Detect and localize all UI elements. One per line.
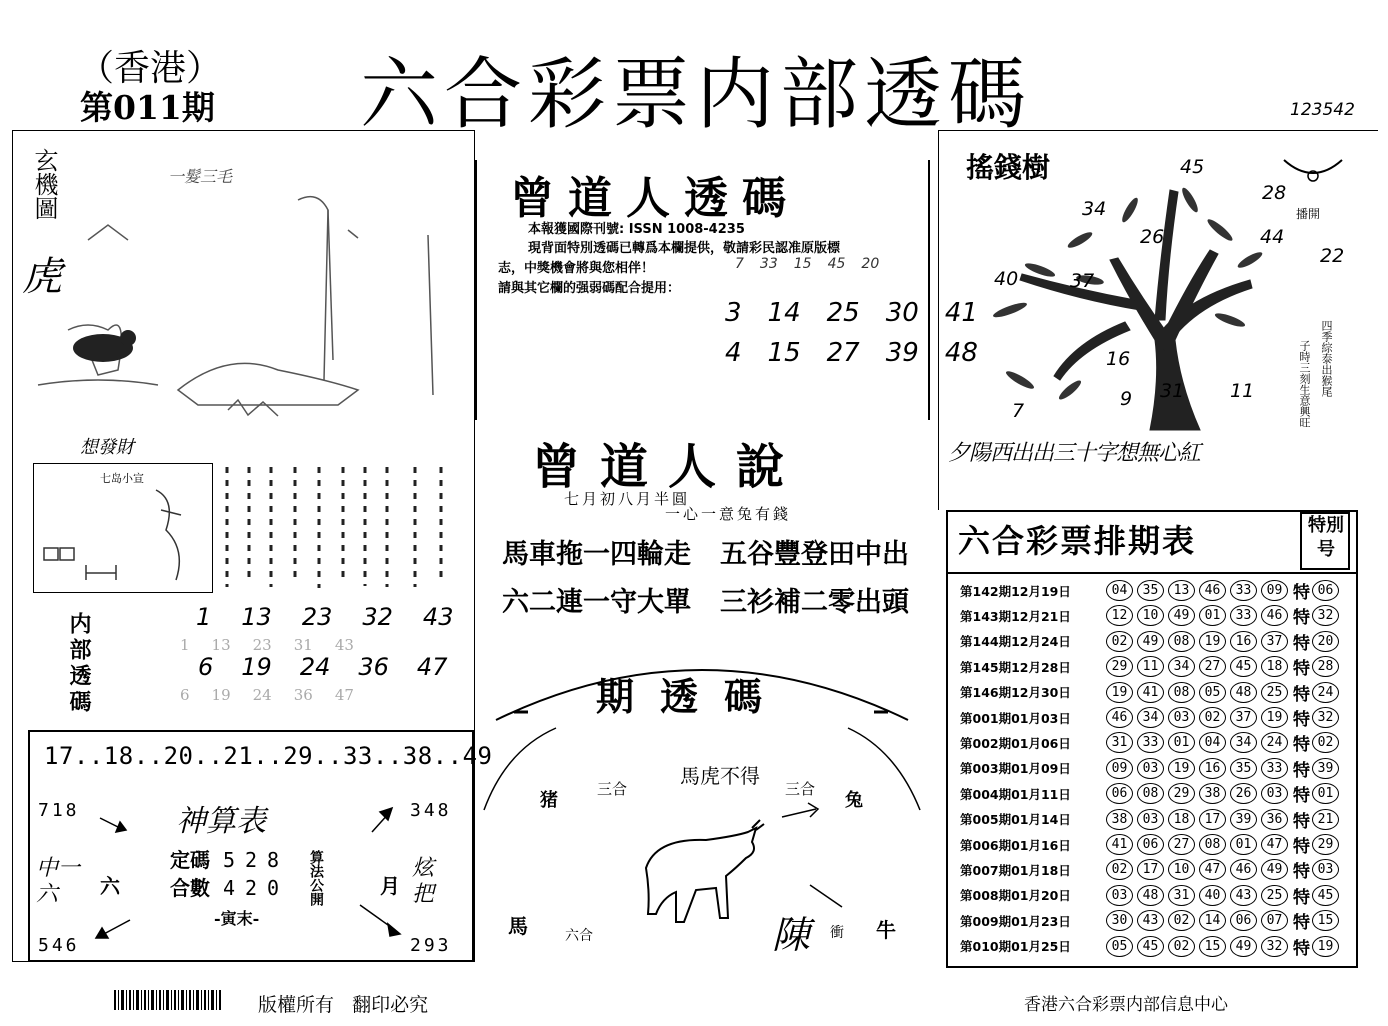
special-marker: 特 xyxy=(1293,684,1310,705)
special-marker: 特 xyxy=(1293,887,1310,908)
schedule-row-label: 第145期12月28日 xyxy=(960,659,1071,675)
label-horse: 馬 xyxy=(508,914,528,938)
schedule-number: 43 xyxy=(1230,885,1257,906)
poem-1a: 馬車拖一四輪走 xyxy=(502,539,691,570)
schedule-number: 37 xyxy=(1261,631,1288,652)
period-arrows xyxy=(780,795,860,915)
schedule-number: 09 xyxy=(1261,580,1288,601)
schedule-number: 33 xyxy=(1230,605,1257,626)
schedule-number: 08 xyxy=(1199,834,1226,855)
copyright: 版權所有 翻印必究 xyxy=(258,994,429,1016)
schedule-number: 12 xyxy=(1106,605,1133,626)
small-picture-label: 七岛小宣 xyxy=(100,472,144,485)
schedule-number: 04 xyxy=(1106,580,1133,601)
shensuan-method: 算法公開 xyxy=(308,850,324,906)
shensuan-year: -寅末- xyxy=(214,909,260,928)
schedule-special-number: 45 xyxy=(1312,885,1339,906)
schedule-number: 16 xyxy=(1199,758,1226,779)
schedule-special-number: 20 xyxy=(1312,631,1339,652)
schedule-special-number: 01 xyxy=(1312,783,1339,804)
label-liuhe: 六合 xyxy=(565,928,593,944)
corner-number: 123542 xyxy=(1290,100,1355,120)
schedule-number: 32 xyxy=(1261,936,1288,957)
tree-side-text-1: 四季綜泰出猴尾 xyxy=(1320,320,1333,397)
schedule-row-label: 第010期01月25日 xyxy=(960,939,1071,955)
label-sanhe-right: 三合 xyxy=(785,780,816,798)
shensuan-heshu: 合數 420 xyxy=(170,876,290,900)
label-chen: 陳 xyxy=(772,913,811,957)
say-title: 曾道人說 xyxy=(532,439,805,495)
schedule-title: 六合彩票排期表 xyxy=(958,522,1197,560)
schedule-number: 27 xyxy=(1199,656,1226,677)
schedule-number: 26 xyxy=(1230,783,1257,804)
schedule-number: 34 xyxy=(1168,656,1195,677)
schedule-number: 40 xyxy=(1199,885,1226,906)
barcode-icon xyxy=(114,990,224,1010)
schedule-number: 35 xyxy=(1137,580,1164,601)
schedule-number: 38 xyxy=(1199,783,1226,804)
middle-divider xyxy=(475,160,477,420)
special-marker: 特 xyxy=(1293,608,1310,629)
schedule-row xyxy=(960,680,1343,705)
special-marker: 特 xyxy=(1293,913,1310,934)
say-sub-1: 七月初八月半圓 xyxy=(564,490,691,508)
tree-title: 搖錢樹 xyxy=(966,151,1051,184)
poem-2a: 六二連一守大單 xyxy=(502,587,691,618)
schedule-number: 02 xyxy=(1106,631,1133,652)
schedule-number: 49 xyxy=(1261,859,1288,880)
schedule-row-label: 第004期01月11日 xyxy=(960,786,1071,802)
schedule-number: 47 xyxy=(1199,859,1226,880)
special-marker: 特 xyxy=(1293,710,1310,730)
schedule-number: 03 xyxy=(1137,758,1164,779)
schedule-number: 38 xyxy=(1106,809,1133,830)
schedule-special-number: 28 xyxy=(1312,656,1339,677)
schedule-row xyxy=(960,629,1343,654)
internal-row-2: 6 19 24 36 47 xyxy=(198,653,448,681)
schedule-number: 15 xyxy=(1199,936,1226,957)
schedule-number: 03 xyxy=(1137,809,1164,830)
special-label: 特別号 xyxy=(1308,515,1344,560)
special-marker: 特 xyxy=(1293,786,1310,807)
schedule-number: 17 xyxy=(1137,859,1164,880)
schedule-number: 30 xyxy=(1106,910,1133,931)
schedule-number: 10 xyxy=(1137,605,1164,626)
schedule-special-number: 39 xyxy=(1312,758,1339,779)
schedule-number: 25 xyxy=(1261,885,1288,906)
code-row-2: 4 15 27 39 48 xyxy=(725,338,978,368)
schedule-number: 01 xyxy=(1230,834,1257,855)
special-marker: 特 xyxy=(1293,811,1310,832)
schedule-number: 09 xyxy=(1106,758,1133,779)
schedule-special-number: 06 xyxy=(1312,580,1339,601)
tree-numbers: 45 28 34 26 44 22 40 37 16 9 31 11 7 xyxy=(994,156,1345,422)
tree-side-text-2: 子時三刻生意興旺 xyxy=(1298,340,1311,428)
schedule-number: 33 xyxy=(1261,758,1288,779)
schedule-number: 06 xyxy=(1230,910,1257,931)
schedule-row-label: 第005期01月14日 xyxy=(960,812,1071,828)
schedule-special-number: 32 xyxy=(1312,707,1339,728)
schedule-row xyxy=(960,908,1343,933)
schedule-special-number: 24 xyxy=(1312,682,1339,703)
schedule-number: 08 xyxy=(1168,682,1195,703)
schedule-number: 11 xyxy=(1137,656,1164,677)
goat-icon xyxy=(636,818,766,933)
schedule-number: 17 xyxy=(1199,809,1226,830)
schedule-number: 41 xyxy=(1137,682,1164,703)
schedule-number: 19 xyxy=(1106,682,1133,703)
poem-columns xyxy=(215,462,465,592)
picture-caption: 一髮三毛 xyxy=(168,167,233,186)
schedule-row-label: 第002期01月06日 xyxy=(960,735,1071,751)
schedule-number: 02 xyxy=(1199,707,1226,728)
label-ox: 牛 xyxy=(876,918,896,942)
schedule-row xyxy=(960,883,1343,908)
hint-row: 7 33 15 45 20 xyxy=(735,256,880,272)
schedule-number: 45 xyxy=(1230,656,1257,677)
schedule-row xyxy=(960,807,1343,832)
shensuan-br: 293 xyxy=(410,935,452,956)
schedule-number: 02 xyxy=(1168,910,1195,931)
shensuan-top-numbers: 17..18..20..21..29..33..38..49 xyxy=(44,742,493,770)
code-row-1: 3 14 25 30 41 xyxy=(725,298,978,328)
schedule-number: 08 xyxy=(1137,783,1164,804)
schedule-number: 19 xyxy=(1199,631,1226,652)
schedule-number: 18 xyxy=(1168,809,1195,830)
schedule-row xyxy=(960,781,1343,806)
special-marker: 特 xyxy=(1293,735,1310,756)
schedule-special-number: 29 xyxy=(1312,834,1339,855)
schedule-row-label: 第142期12月19日 xyxy=(960,583,1071,599)
xuanji-picture xyxy=(28,180,458,450)
schedule-special-number: 03 xyxy=(1312,859,1339,880)
schedule-number: 02 xyxy=(1106,859,1133,880)
schedule-number: 02 xyxy=(1168,936,1195,957)
schedule-number: 05 xyxy=(1106,936,1133,957)
schedule-number: 27 xyxy=(1168,834,1195,855)
schedule-number: 49 xyxy=(1230,936,1257,957)
schedule-number: 36 xyxy=(1261,809,1288,830)
schedule-row xyxy=(960,705,1343,730)
shensuan-right-month: 月 xyxy=(380,874,400,898)
schedule-number: 47 xyxy=(1261,834,1288,855)
shensuan-title: 神算表 xyxy=(176,804,266,839)
say-sub-2: 一心一意兔有錢 xyxy=(665,505,792,523)
label-rabbit: 兔 xyxy=(845,790,863,811)
paragraph-2: 志，中獎機會將與您相伴！ xyxy=(498,261,655,276)
schedule-number: 48 xyxy=(1230,682,1257,703)
small-picture xyxy=(36,470,210,590)
schedule-row-label: 第008期01月20日 xyxy=(960,888,1071,904)
schedule-number: 05 xyxy=(1199,682,1226,703)
schedule-row-label: 第143期12月21日 xyxy=(960,608,1071,624)
schedule-row-label: 第007期01月18日 xyxy=(960,862,1071,878)
schedule-rows xyxy=(946,578,1358,958)
page-title: 六合彩票内部透碼 xyxy=(360,50,1033,140)
schedule-number: 04 xyxy=(1199,732,1226,753)
schedule-number: 31 xyxy=(1106,732,1133,753)
special-marker: 特 xyxy=(1293,760,1310,781)
issue-number: 第011期 xyxy=(80,88,215,127)
period-title: 期透碼 xyxy=(596,674,789,719)
internal-row-2-ghost: 6 19 24 36 47 xyxy=(180,686,354,704)
schedule-row-label: 第146期12月30日 xyxy=(960,685,1071,701)
schedule-row xyxy=(960,832,1343,857)
shensuan-left-six: 六 xyxy=(100,874,120,898)
schedule-number: 06 xyxy=(1137,834,1164,855)
schedule-row xyxy=(960,578,1343,603)
schedule-row-label: 第003期01月09日 xyxy=(960,761,1071,777)
schedule-special-number: 02 xyxy=(1312,732,1339,753)
schedule-row xyxy=(960,756,1343,781)
paragraph-1: 現背面特別透碼已轉爲本欄提供，敬請彩民認准原版標 xyxy=(528,241,841,256)
moon-caption: 播開 xyxy=(1296,207,1321,221)
schedule-number: 46 xyxy=(1199,580,1226,601)
schedule-special-number: 32 xyxy=(1312,605,1339,626)
schedule-row-label: 第006期01月16日 xyxy=(960,837,1071,853)
schedule-row xyxy=(960,730,1343,755)
schedule-number: 08 xyxy=(1168,631,1195,652)
schedule-number: 24 xyxy=(1261,732,1288,753)
schedule-number: 06 xyxy=(1106,783,1133,804)
schedule-row xyxy=(960,934,1343,959)
region-label: （香港） xyxy=(78,48,223,89)
special-marker: 特 xyxy=(1293,659,1310,680)
schedule-number: 19 xyxy=(1168,758,1195,779)
special-marker: 特 xyxy=(1293,633,1310,654)
shensuan-tr: 348 xyxy=(410,800,452,821)
schedule-number: 18 xyxy=(1261,656,1288,677)
schedule-row-label: 第144期12月24日 xyxy=(960,634,1071,650)
schedule-number: 29 xyxy=(1106,656,1133,677)
schedule-header-line xyxy=(946,572,1358,574)
schedule-number: 46 xyxy=(1261,605,1288,626)
label-chong: 衝 xyxy=(830,925,844,941)
schedule-number: 03 xyxy=(1168,707,1195,728)
schedule-number: 14 xyxy=(1199,910,1226,931)
special-marker: 特 xyxy=(1293,837,1310,857)
schedule-number: 33 xyxy=(1230,580,1257,601)
schedule-number: 34 xyxy=(1137,707,1164,728)
schedule-number: 46 xyxy=(1230,859,1257,880)
internal-row-1: 1 13 23 32 43 xyxy=(196,603,454,631)
schedule-number: 01 xyxy=(1199,605,1226,626)
tree-bottom-text: 夕陽西出出三十字想無心紅 xyxy=(948,441,1201,466)
bottom-caption: 想發財 xyxy=(80,437,134,458)
special-marker: 特 xyxy=(1293,938,1310,959)
schedule-number: 33 xyxy=(1137,732,1164,753)
schedule-number: 48 xyxy=(1137,885,1164,906)
schedule-number: 45 xyxy=(1137,936,1164,957)
schedule-number: 13 xyxy=(1168,580,1195,601)
schedule-number: 25 xyxy=(1261,682,1288,703)
poem-1b: 五谷豐登田中出 xyxy=(720,539,909,570)
schedule-row xyxy=(960,603,1343,628)
schedule-number: 16 xyxy=(1230,631,1257,652)
schedule-number: 03 xyxy=(1261,783,1288,804)
schedule-special-number: 19 xyxy=(1312,936,1339,957)
schedule-row-label: 第001期01月03日 xyxy=(960,710,1071,726)
schedule-number: 43 xyxy=(1137,910,1164,931)
internal-code-label: 内部透碼 xyxy=(66,612,92,716)
xuanji-label: 玄機圖 xyxy=(30,148,58,220)
schedule-number: 10 xyxy=(1168,859,1195,880)
schedule-row xyxy=(960,857,1343,882)
label-pig: 猪 xyxy=(540,790,558,811)
schedule-number: 49 xyxy=(1137,631,1164,652)
paragraph-3: 請與其它欄的强弱碼配合提用： xyxy=(498,281,681,296)
schedule-number: 49 xyxy=(1168,605,1195,626)
xuanji-animal: 虎 xyxy=(22,254,62,300)
shensuan-left-hand: 中一六 xyxy=(36,856,81,907)
shensuan-bl: 546 xyxy=(38,935,80,956)
schedule-row-label: 第009期01月23日 xyxy=(960,913,1071,929)
special-marker: 特 xyxy=(1293,583,1310,603)
schedule-number: 41 xyxy=(1106,834,1133,855)
special-marker: 特 xyxy=(1293,862,1310,883)
label-horse-tiger: 馬虎不得 xyxy=(680,764,760,788)
schedule-number: 37 xyxy=(1230,707,1257,728)
shensuan-right-hand: 炫把 xyxy=(412,856,435,907)
top-title: 曾道人透碼 xyxy=(510,173,800,224)
schedule-number: 31 xyxy=(1168,885,1195,906)
schedule-special-number: 21 xyxy=(1312,809,1339,830)
issn-line: 本報獲國際刊號: ISSN 1008-4235 xyxy=(528,222,745,237)
schedule-row xyxy=(960,654,1343,679)
shensuan-tl: 718 xyxy=(38,800,80,821)
schedule-number: 46 xyxy=(1106,707,1133,728)
schedule-special-number: 15 xyxy=(1312,910,1339,931)
schedule-number: 39 xyxy=(1230,809,1257,830)
poem-2b: 三衫補二零出頭 xyxy=(720,587,909,618)
schedule-number: 35 xyxy=(1230,758,1257,779)
schedule-number: 03 xyxy=(1106,885,1133,906)
label-sanhe-left: 三合 xyxy=(597,780,628,798)
internal-row-1-ghost: 1 13 23 31 43 xyxy=(180,636,354,654)
schedule-number: 34 xyxy=(1230,732,1257,753)
middle-right-divider xyxy=(928,160,930,420)
schedule-number: 29 xyxy=(1168,783,1195,804)
shensuan-dingma: 定碼 528 xyxy=(170,848,290,872)
schedule-number: 01 xyxy=(1168,732,1195,753)
schedule-number: 19 xyxy=(1261,707,1288,728)
schedule-number: 07 xyxy=(1261,910,1288,931)
footer-center: 香港六合彩票内部信息中心 xyxy=(1024,995,1228,1015)
